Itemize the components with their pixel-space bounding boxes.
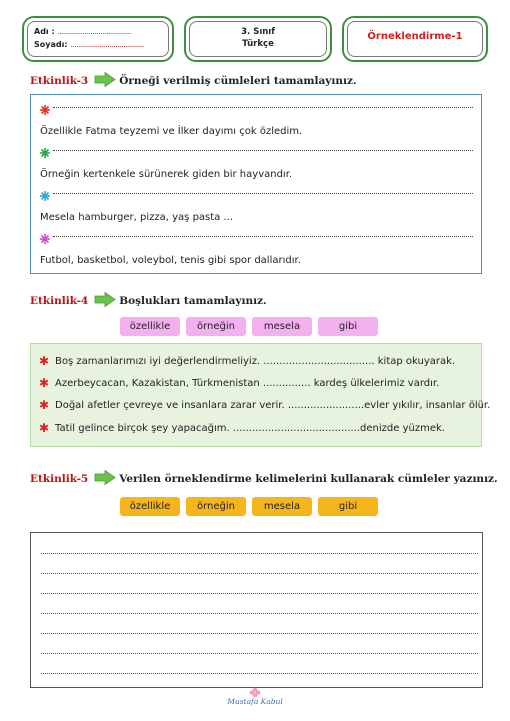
writing-line[interactable]	[41, 613, 478, 614]
activity4-instruction: Boşlukları tamamlayınız.	[119, 295, 267, 307]
grade-label: 3. Sınıf	[241, 27, 275, 37]
activity5-label: Etkinlik-5	[30, 473, 89, 485]
author-name: Mustafa Kabul	[227, 697, 283, 706]
name-label: Adı :	[34, 27, 55, 36]
student-info-box	[22, 16, 174, 62]
fill-blank-item	[39, 421, 445, 435]
fill-blank-text: Doğal afetler çevreye ve insanlara zarar verir. ........................evler yıkılır, insanlar ölür.	[55, 399, 491, 411]
fill-blank-item	[39, 398, 490, 412]
activity3-instruction: Örneği verilmiş cümleleri tamamlayınız.	[119, 75, 357, 87]
asterisk-icon: ✱	[39, 421, 50, 435]
activity3-box	[30, 94, 482, 274]
fill-blank-text: Tatil gelince birçok şey yapacağım. ........................................denizde yüzmek.	[55, 422, 445, 434]
sun-icon	[40, 191, 50, 204]
activity4-heading	[30, 292, 267, 310]
worksheet-title-box	[342, 16, 488, 62]
activity5-word-bank	[120, 497, 378, 516]
word-chip: özellikle	[120, 497, 180, 516]
answer-line-3[interactable]	[53, 193, 473, 194]
asterisk-icon: ✱	[39, 354, 50, 368]
writing-line[interactable]	[41, 553, 478, 554]
activity5-instruction: Verilen örneklendirme kelimelerini kullanarak cümleler yazınız.	[119, 473, 498, 485]
answer-line-1[interactable]	[53, 107, 473, 108]
sentence-2: Örneğin kertenkele sürünerek giden bir hayvandır.	[40, 169, 293, 180]
grade-subject-box	[184, 16, 332, 62]
subject-label: Türkçe	[242, 39, 274, 49]
word-chip: özellikle	[120, 317, 180, 336]
activity3-label: Etkinlik-3	[30, 75, 89, 87]
writing-line[interactable]	[41, 593, 478, 594]
activity4-box	[30, 343, 491, 447]
asterisk-icon: ✱	[39, 398, 50, 412]
word-chip: gibi	[318, 497, 378, 516]
answer-line-4[interactable]	[53, 236, 473, 237]
activity3-heading	[30, 72, 357, 90]
activity4-word-bank	[120, 317, 378, 336]
activity5-heading	[30, 470, 498, 488]
word-chip: mesela	[252, 317, 312, 336]
fill-blank-text: Azerbeycacan, Kazakistan, Türkmenistan ............... kardeş ülkelerimiz vardır.	[55, 377, 440, 389]
activity5-writing-box	[30, 532, 483, 688]
surname-row	[34, 40, 144, 49]
sun-icon	[40, 105, 50, 118]
worksheet-title: Örneklendirme-1	[367, 31, 463, 42]
word-chip: örneğin	[186, 317, 246, 336]
fill-blank-item	[39, 354, 455, 368]
surname-label: Soyadı:	[34, 40, 68, 49]
arrow-right-icon	[94, 72, 116, 91]
word-chip: mesela	[252, 497, 312, 516]
writing-line[interactable]	[41, 653, 478, 654]
fill-blank-text: Boş zamanlarımızı iyi değerlendirmeliyiz. ................................... kitap okuyarak.	[55, 355, 456, 367]
sentence-1: Özellikle Fatma teyzemi ve İlker dayımı çok özledim.	[40, 126, 303, 137]
arrow-right-icon	[94, 470, 116, 489]
word-chip: örneğin	[186, 497, 246, 516]
sentence-4: Futbol, basketbol, voleybol, tenis gibi spor dallarıdır.	[40, 255, 301, 266]
asterisk-icon: ✱	[39, 376, 50, 390]
sun-icon	[40, 148, 50, 161]
answer-line-2[interactable]	[53, 150, 473, 151]
name-field[interactable]: ....................................	[57, 27, 131, 36]
sun-icon	[40, 234, 50, 247]
surname-field[interactable]: ....................................	[70, 40, 144, 49]
activity4-label: Etkinlik-4	[30, 295, 89, 307]
sentence-3: Mesela hamburger, pizza, yaş pasta ...	[40, 212, 234, 223]
word-chip: gibi	[318, 317, 378, 336]
name-row	[34, 27, 131, 36]
writing-line[interactable]	[41, 673, 478, 674]
author-signature	[222, 684, 288, 708]
fill-blank-item	[39, 376, 439, 390]
writing-line[interactable]	[41, 573, 478, 574]
arrow-right-icon	[94, 292, 116, 311]
writing-line[interactable]	[41, 633, 478, 634]
